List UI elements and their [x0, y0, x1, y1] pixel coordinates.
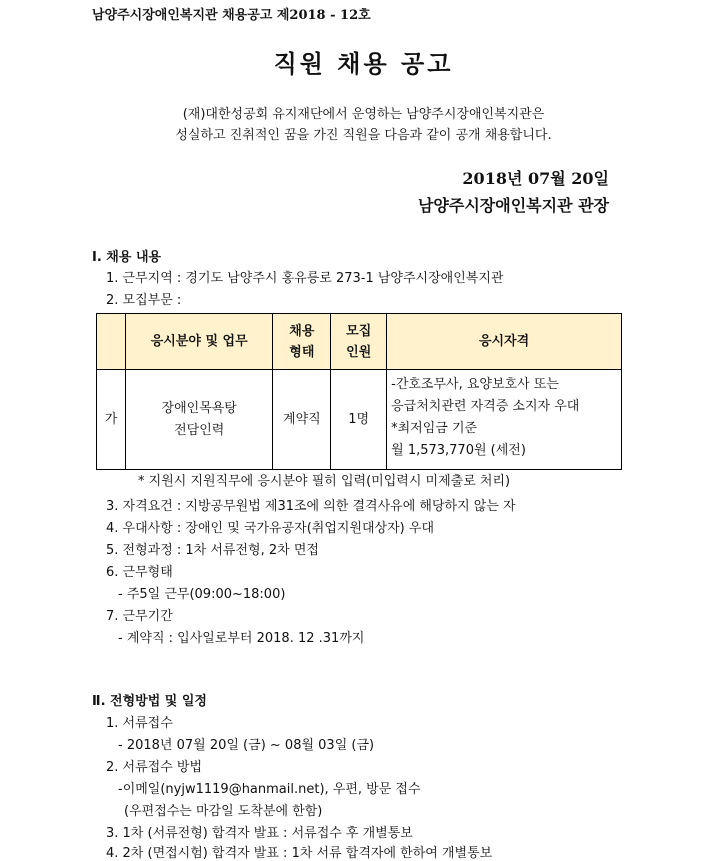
row-field	[125, 370, 273, 470]
page-title: 직원 채용 공고	[273, 50, 454, 78]
intro-line-2: 성실하고 진취적인 꿈을 가진 직원을 다음과 같이 공개 채용합니다.	[175, 128, 552, 143]
header-count-line-2: 인원	[346, 344, 372, 360]
intro-line-1: (재)대한성공회 유지재단에서 운영하는 남양주시장애인복지관은	[182, 107, 545, 122]
row-count: 1명	[331, 370, 387, 470]
recruitment-table	[96, 313, 622, 470]
qual-line-4: 월 1,573,770원 (세전)	[391, 443, 526, 458]
row-label: 가	[97, 370, 126, 470]
header-type-line-2: 형태	[289, 344, 315, 360]
qual-line-2: 응급처치관련 자격증 소지자 우대	[391, 399, 580, 414]
header-type-line-1: 채용	[289, 323, 315, 339]
row-qualification	[387, 370, 622, 470]
submission-period: - 2018년 07월 20일 (금) ~ 08월 03일 (금)	[118, 738, 375, 753]
positions-label: 2. 모집부문 :	[106, 293, 182, 308]
application-note: * 지원시 지원직무에 응시분야 필히 입력(미입력시 미제출로 처리)	[138, 474, 511, 489]
work-type-detail: - 주5일 근무(09:00~18:00)	[118, 587, 286, 602]
section-1-title: Ⅰ. 채용 내용	[92, 250, 162, 265]
work-period-detail: - 계약직 : 입사일로부터 2018. 12 .31까지	[118, 631, 365, 646]
work-period: 7. 근무기간	[106, 609, 173, 624]
header-count-line-1: 모집	[346, 323, 372, 339]
row-field-line-2: 전담인력	[174, 422, 225, 438]
qualification-requirement: 3. 자격요건 : 지방공무원법 제31조에 의한 결격사유에 해당하지 않는 자	[106, 499, 516, 514]
document-submission: 1. 서류접수	[106, 716, 173, 731]
header-count	[331, 314, 387, 370]
notice-number: 남양주시장애인복지관 채용공고 제2018 - 12호	[92, 8, 371, 23]
header-qualification: 응시자격	[387, 314, 622, 370]
work-type: 6. 근무형태	[106, 565, 173, 580]
header-blank	[97, 314, 126, 370]
first-stage-announcement: 3. 1차 (서류전형) 합격자 발표 : 서류접수 후 개별통보	[106, 826, 413, 841]
selection-process: 5. 전형과정 : 1차 서류전형, 2차 면접	[106, 543, 319, 558]
signer: 남양주시장애인복지관 관장	[417, 196, 609, 215]
header-field: 응시분야 및 업무	[125, 314, 273, 370]
work-location: 1. 근무지역 : 경기도 남양주시 홍유릉로 273-1 남양주시장애인복지관	[106, 271, 504, 286]
table-header-row	[97, 314, 622, 370]
qual-line-3: *최저임금 기준	[391, 421, 478, 436]
preference: 4. 우대사항 : 장애인 및 국가유공자(취업지원대상자) 우대	[106, 521, 434, 536]
row-type: 계약직	[273, 370, 331, 470]
header-type	[273, 314, 331, 370]
section-2-title: Ⅱ. 전형방법 및 일정	[92, 694, 207, 709]
intro-text	[0, 104, 727, 146]
submission-method: 2. 서류접수 방법	[106, 760, 203, 775]
mail-note: (우편접수는 마감일 도착분에 한함)	[124, 804, 323, 819]
second-stage-announcement: 4. 2차 (면접시험) 합격자 발표 : 1차 서류 합격자에 한하여 개별통보	[106, 846, 493, 861]
qual-line-1: -간호조무사, 요양보호사 또는	[391, 377, 559, 392]
submission-method-detail: -이메일(nyjw1119@hanmail.net), 우편, 방문 접수	[118, 782, 421, 797]
row-field-line-1: 장애인목욕탕	[161, 400, 237, 416]
notice-date: 2018년 07월 20일	[462, 169, 609, 188]
table-row	[97, 370, 622, 470]
